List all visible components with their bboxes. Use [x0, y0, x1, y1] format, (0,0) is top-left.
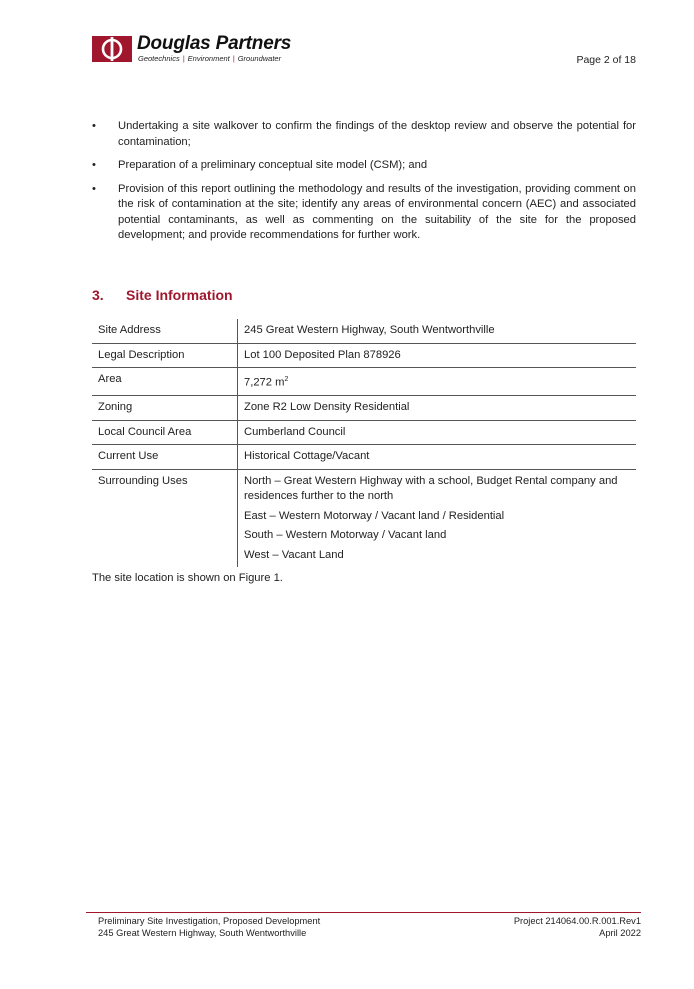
table-row	[92, 396, 636, 421]
row-label: Surrounding Uses	[92, 469, 238, 567]
surrounding-north: North – Great Western Highway with a school, Budget Rental company and residences further to the north	[244, 474, 618, 503]
table-row	[92, 420, 636, 445]
table-row	[92, 368, 636, 396]
row-label: Zoning	[92, 396, 238, 421]
bullet-dot-icon: •	[92, 120, 96, 132]
bullet-item: • Undertaking a site walkover to confirm the findings of the desktop review and observe the potential for contamination;	[92, 120, 636, 148]
footer-right	[514, 916, 641, 939]
table-row	[92, 343, 636, 368]
section-heading	[92, 287, 233, 303]
row-label: Current Use	[92, 445, 238, 470]
footer-project-number: Project 214064.00.R.001.Rev1	[513, 916, 641, 926]
section-number: 3.	[92, 287, 104, 303]
row-value	[238, 469, 637, 567]
surrounding-west: West – Vacant Land	[244, 548, 344, 561]
row-value: Cumberland Council	[238, 420, 637, 445]
bullet-dot-icon: •	[92, 182, 96, 195]
table-row	[92, 445, 636, 470]
bullet-dot-icon: •	[92, 159, 96, 171]
bullet-item: • Preparation of a preliminary conceptual site model (CSM); and	[92, 158, 636, 174]
surrounding-east: East – Western Motorway / Vacant land / Residential	[244, 509, 505, 522]
row-value	[238, 368, 637, 396]
row-value: Historical Cottage/Vacant	[238, 445, 637, 470]
scope-bullet-list	[92, 119, 636, 252]
row-label: Site Address	[92, 319, 238, 343]
table-row	[92, 319, 636, 343]
site-information-table	[92, 319, 636, 567]
area-value: 7,272 m	[244, 376, 285, 389]
row-value: Zone R2 Low Density Residential	[238, 396, 637, 421]
row-label: Area	[92, 368, 238, 396]
table-row	[92, 469, 636, 567]
logo-tag-groundwater: Groundwater	[237, 54, 282, 63]
footer-left	[98, 916, 320, 939]
logo-tag-separator: |	[232, 54, 235, 63]
footer-divider	[86, 912, 641, 913]
footer-date: April 2022	[599, 927, 641, 938]
logo-tag-geotechnics: Geotechnics	[138, 54, 180, 63]
logo-name: Douglas Partners	[137, 33, 292, 54]
bullet-item: • Provision of this report outlining the methodology and results of the investigation, providing comment on the risk of contamination at the site; identify any areas of environmental concern (AEC) and associated potential contaminants, as well as commenting on the suitability of the site for the proposed development; and provide recommendations for further work.	[92, 182, 636, 241]
douglas-partners-logo-icon	[92, 36, 132, 62]
surrounding-south: South – Western Motorway / Vacant land	[244, 529, 447, 542]
row-value: Lot 100 Deposited Plan 878926	[238, 343, 637, 368]
footer-report-title: Preliminary Site Investigation, Proposed Development	[98, 916, 321, 926]
area-unit-superscript: 2	[284, 376, 289, 383]
page-number: Page 2 of 18	[576, 54, 636, 66]
logo-tag-separator: |	[182, 54, 185, 63]
figure-note: The site location is shown on Figure 1.	[92, 572, 283, 584]
logo-tagline	[138, 54, 281, 63]
logo-tag-environment: Environment	[187, 54, 230, 63]
row-value: 245 Great Western Highway, South Wentworthville	[238, 319, 637, 343]
row-label: Legal Description	[92, 343, 238, 368]
row-label: Local Council Area	[92, 420, 238, 445]
section-title: Site Information	[126, 287, 233, 303]
footer-address: 245 Great Western Highway, South Wentworthville	[98, 927, 307, 938]
